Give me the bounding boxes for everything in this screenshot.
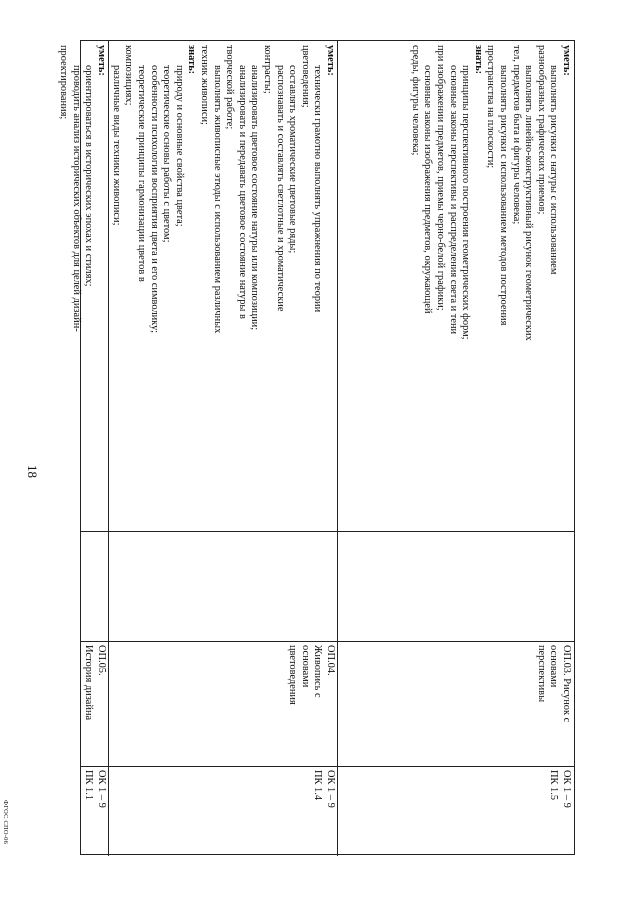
- competence-line: ОК 1 – 9: [96, 770, 107, 808]
- skill-line: распознавать и составлять светлотные и хроматические: [274, 65, 286, 312]
- skill-line: основные законы изображения предметов, окружающей: [422, 65, 434, 314]
- discipline-line: История дизайна: [83, 645, 95, 721]
- competence-line: ПК 1.4: [312, 770, 324, 801]
- skill-line: теоретические основы работы с цветом;: [161, 65, 173, 243]
- table-row: [58, 41, 109, 856]
- skill-line: теоретические принципы гармонизации цветов в: [136, 65, 148, 282]
- skills-cell: [338, 41, 574, 531]
- footer-code: ФГОС СПО-06: [2, 800, 9, 845]
- skill-line: тел, предметов быта и фигуры человека;: [510, 45, 522, 225]
- skill-line: при изображении предметов, приемы черно-белой графики;: [435, 45, 447, 311]
- discipline-cell: [338, 641, 574, 766]
- section-heading: знать:: [186, 45, 198, 75]
- skill-line: анализировать и передавать цветовое состояние натуры в: [236, 65, 248, 319]
- skill-line: анализировать цветовое состояние натуры или композиции;: [249, 65, 261, 331]
- skill-line: основные законы перспективы и распределения света и тени: [447, 65, 459, 335]
- competence-line: ПК 1.5: [548, 770, 560, 801]
- skill-line: разнообразных графических приемов;: [535, 45, 547, 215]
- skill-line: особенности психологии восприятия цвета и его символику;: [148, 65, 160, 334]
- competence-cell: [109, 766, 338, 856]
- table-row: [109, 41, 338, 856]
- skill-line: проектирования;: [58, 45, 70, 120]
- competence-cell: [338, 766, 574, 856]
- skills-cell: [58, 41, 109, 531]
- skill-line: техник живописи;: [199, 45, 211, 125]
- discipline-cell: [109, 641, 338, 766]
- page-number: 18: [25, 465, 40, 478]
- competence-cell: [79, 766, 109, 856]
- skill-line: составлять хроматические цветовые ряды;: [287, 65, 299, 254]
- discipline-line: ОП.03. Рисунок с: [561, 645, 572, 723]
- discipline-line: ОП.05.: [96, 645, 107, 676]
- skill-line: принципы перспективного построения геометрических форм;: [460, 65, 472, 340]
- skill-line: цветоведения;: [299, 45, 311, 108]
- skill-line: пространства на плоскости;: [485, 45, 497, 169]
- skill-line: творческой работе;: [224, 45, 236, 130]
- discipline-cell: [79, 641, 109, 766]
- discipline-line: ОП.04.: [325, 645, 336, 676]
- skill-line: технически грамотно выполнять упражнения по теории: [312, 65, 324, 313]
- competency-table: [58, 40, 575, 855]
- skills-cell: [109, 41, 338, 531]
- rotated-page-content: [58, 40, 575, 855]
- skill-line: природу и основные свойства цвета;: [173, 65, 185, 227]
- skill-line: выполнять рисунки с натуры с использованием: [548, 65, 560, 275]
- discipline-line: Живопись с: [312, 645, 324, 698]
- discipline-line: основами: [299, 645, 311, 688]
- skill-line: различные виды техники живописи;: [110, 65, 122, 226]
- table-row: [338, 41, 574, 856]
- skill-line: выполнять рисунки с использованием методов построения: [498, 65, 510, 326]
- skill-line: контрасты;: [262, 45, 274, 94]
- discipline-line: основами: [548, 645, 560, 688]
- section-heading: уметь:: [561, 45, 572, 76]
- section-heading: уметь:: [96, 45, 107, 76]
- skill-line: композициях;: [123, 45, 135, 106]
- skill-line: среды, фигуры человека;: [409, 45, 421, 156]
- discipline-line: цветоведения: [287, 645, 299, 705]
- competence-line: ПК 1.1: [83, 770, 95, 801]
- section-heading: уметь:: [325, 45, 336, 76]
- competence-line: ОК 1 – 9: [561, 770, 572, 808]
- section-heading: знать:: [472, 45, 484, 75]
- discipline-line: перспективы: [535, 645, 547, 703]
- skill-line: ориентироваться в исторических эпохах и стилях;: [83, 65, 95, 287]
- skill-line: проводить анализ исторических объектов для целей дизайн-: [70, 65, 82, 332]
- skill-line: выполнять живописные этюды с использованием различных: [211, 65, 223, 334]
- competence-line: ОК 1 – 9: [325, 770, 336, 808]
- skill-line: выполнять линейно-конструктивный рисунок геометрических: [523, 65, 535, 341]
